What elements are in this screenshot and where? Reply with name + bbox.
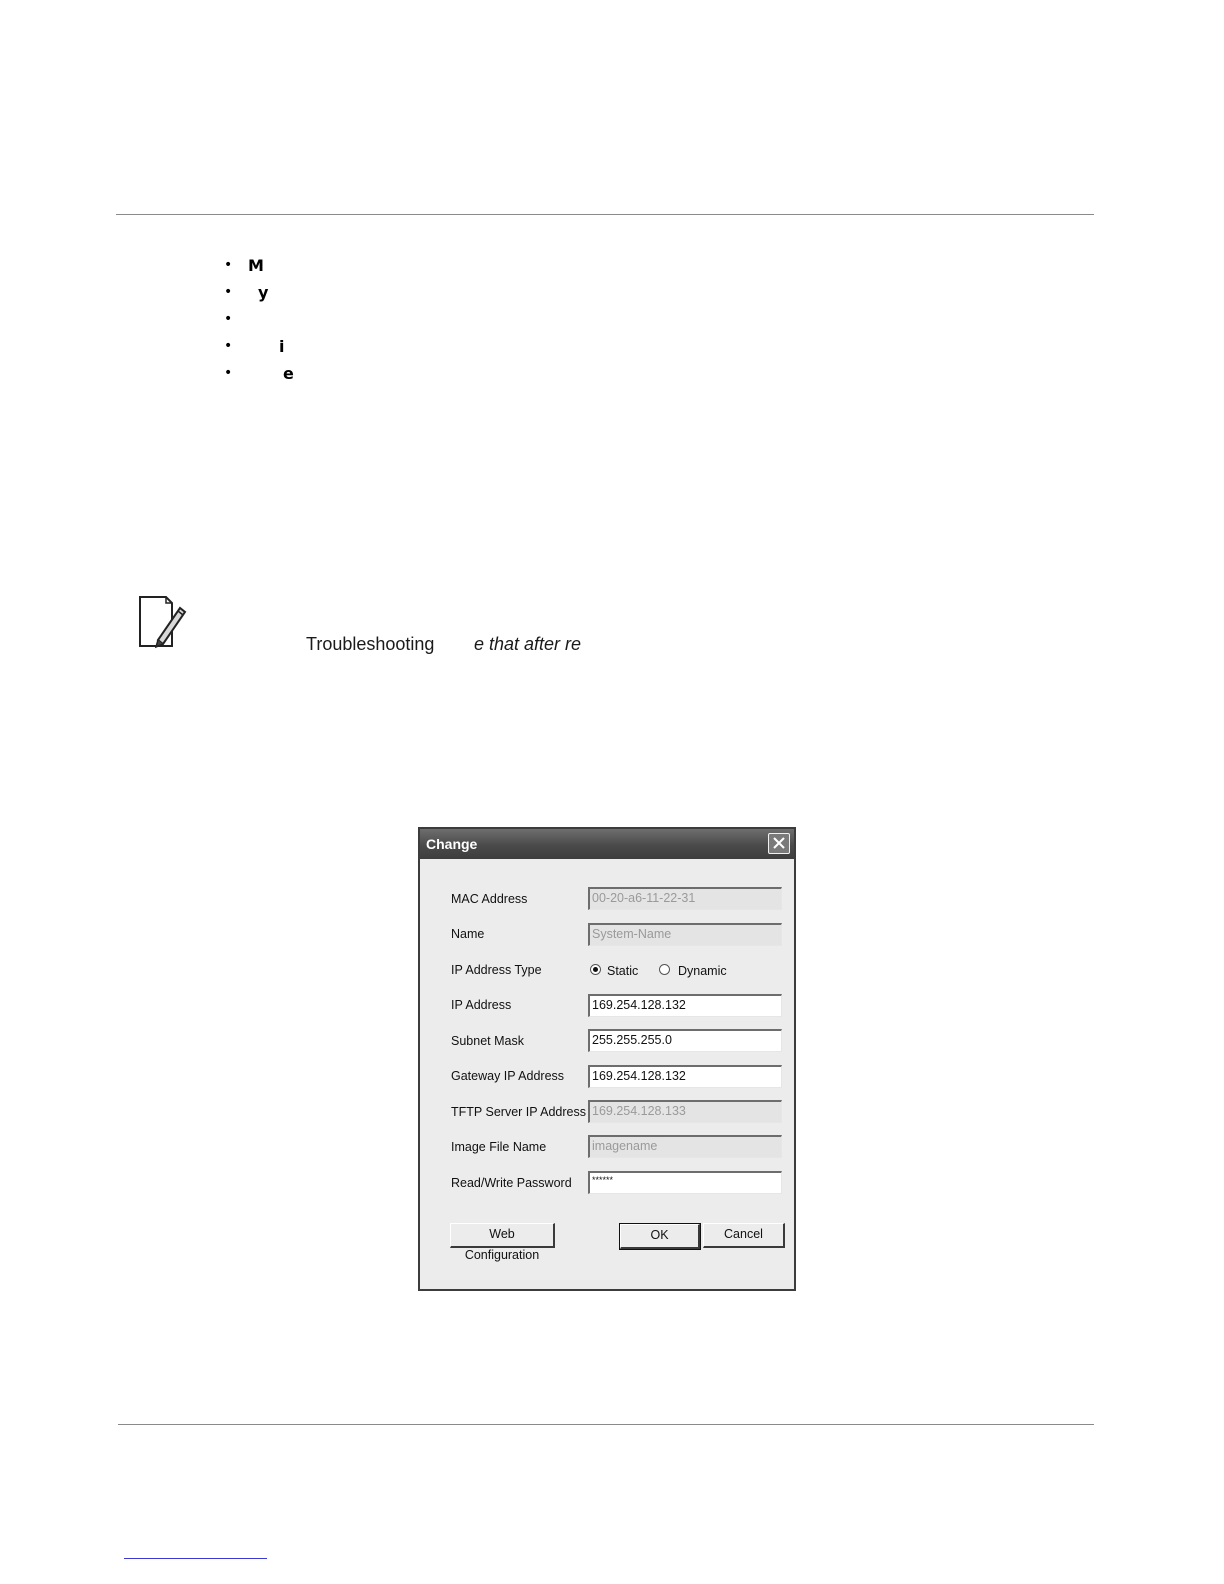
tftp-server-ip-label: TFTP Server IP Address [451,1105,587,1119]
name-label: Name [451,927,485,941]
tftp-server-ip-field: 169.254.128.133 [588,1100,782,1123]
gateway-ip-label: Gateway IP Address [451,1069,565,1083]
note-pencil-icon [136,594,188,650]
gateway-ip-field[interactable]: 169.254.128.132 [588,1065,782,1088]
ip-address-field[interactable]: 169.254.128.132 [588,994,782,1017]
note-text: e that after re [474,634,582,654]
bullet-icon: • [224,311,233,327]
image-file-name-label: Image File Name [451,1140,547,1154]
ip-address-type-label: IP Address Type [451,963,542,977]
footer-link[interactable] [124,1558,267,1559]
subnet-mask-field[interactable]: 255.255.255.0 [588,1029,782,1052]
subnet-mask-label: Subnet Mask [451,1034,524,1048]
bullet-text: e [283,364,294,383]
image-file-name-field: imagename [588,1135,782,1158]
bullet-text: i [279,337,285,356]
close-button[interactable] [768,833,790,854]
password-field[interactable]: ****** [588,1171,782,1194]
bullet-text: y [258,283,269,302]
dialog-title: Change [426,836,478,852]
mac-address-label: MAC Address [451,892,528,906]
dialog-titlebar[interactable] [420,829,794,859]
dynamic-radio-label: Dynamic [678,964,727,978]
note-reference-text: Troubleshooting [306,634,435,654]
mac-address-field: 00-20-a6-11-22-31 [588,887,782,910]
web-configuration-button[interactable]: Web Configuration [450,1223,555,1248]
change-dialog [418,827,796,1291]
cancel-button[interactable]: Cancel [703,1223,785,1248]
password-label: Read/Write Password [451,1176,572,1190]
header-rule [116,214,1094,215]
ip-address-label: IP Address [451,998,512,1012]
bullet-text: M [248,256,264,275]
dynamic-radio[interactable] [659,964,670,975]
name-field: System-Name [588,923,782,946]
static-radio-label: Static [607,964,639,978]
bullet-icon: • [224,365,233,381]
bullet-icon: • [224,338,233,354]
bullet-icon: • [224,257,233,273]
footer-rule [118,1424,1094,1425]
close-icon [772,836,786,850]
bullet-icon: • [224,284,233,300]
ok-button[interactable]: OK [620,1224,700,1249]
static-radio[interactable] [590,964,601,975]
